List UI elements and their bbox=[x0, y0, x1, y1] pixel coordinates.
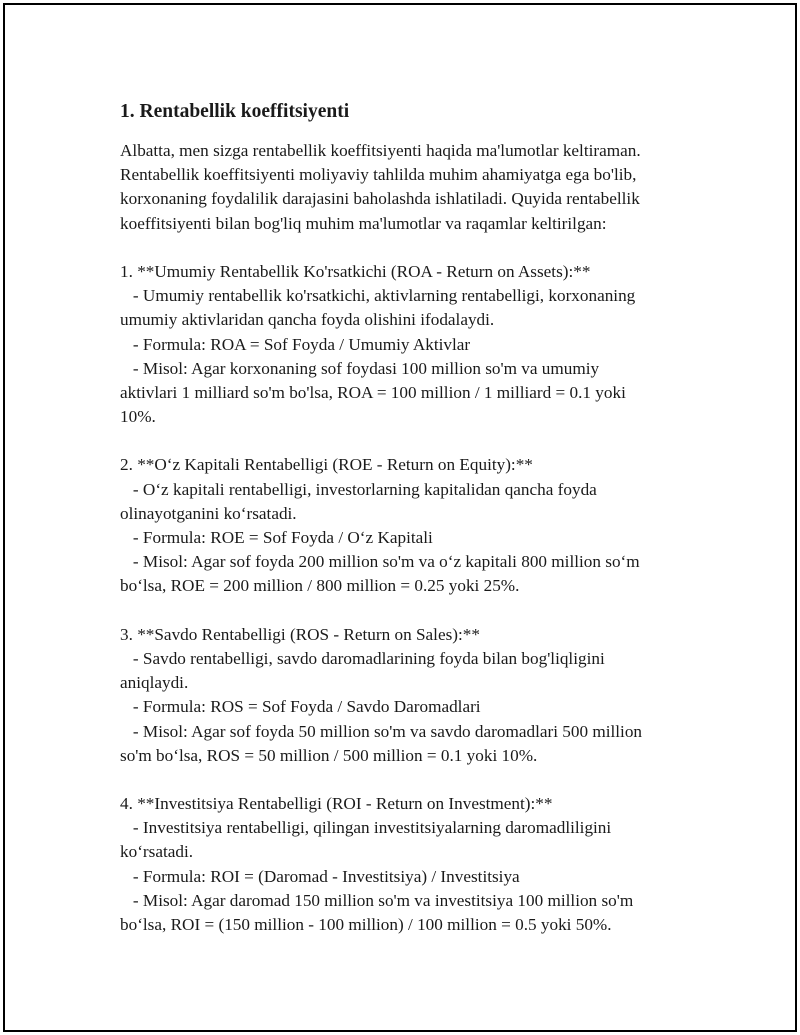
section-line: - Misol: Agar daromad 150 million so'm va investitsiya 100 million so'm bbox=[120, 890, 634, 910]
section-line: - Misol: Agar sof foyda 200 million so'm va o‘z kapitali 800 million so‘m bbox=[120, 552, 640, 572]
section-line: - O‘z kapitali rentabelligi, investorlarning kapitalidan qancha foyda bbox=[120, 479, 597, 499]
intro-line: Albatta, men sizga rentabellik koeffitsiyenti haqida ma'lumotlar keltiraman. bbox=[120, 141, 641, 160]
section-line: - Investitsiya rentabelligi, qilingan investitsiyalarning daromadliligini bbox=[120, 818, 612, 838]
section-heading: 3. **Savdo Rentabelligi (ROS - Return on Sales):** bbox=[120, 624, 480, 644]
page-frame bbox=[3, 3, 797, 1032]
paragraph-gap bbox=[120, 429, 700, 453]
section-line: - Savdo rentabelligi, savdo daromadlarining foyda bilan bog'liqligini bbox=[120, 648, 605, 668]
intro-line: koeffitsiyenti bilan bog'liq muhim ma'lumotlar va raqamlar keltirilgan: bbox=[120, 213, 607, 233]
intro-paragraph bbox=[120, 139, 700, 236]
section-line: so'm bo‘lsa, ROS = 50 million / 500 million = 0.1 yoki 10%. bbox=[120, 745, 538, 765]
section-line: - Formula: ROA = Sof Foyda / Umumiy Aktivlar bbox=[120, 334, 471, 354]
document-title: 1. Rentabellik koeffitsiyenti bbox=[120, 101, 350, 122]
section-line: - Umumiy rentabellik ko'rsatkichi, aktivlarning rentabelligi, korxonaning bbox=[120, 286, 636, 306]
section-heading: 2. **O‘z Kapitali Rentabelligi (ROE - Return on Equity):** bbox=[120, 455, 533, 475]
section-heading: 4. **Investitsiya Rentabelligi (ROI - Return on Investment):** bbox=[120, 794, 553, 814]
section-ros bbox=[120, 623, 700, 768]
section-line: aniqlaydi. bbox=[120, 673, 189, 693]
section-heading: 1. **Umumiy Rentabellik Ko'rsatkichi (ROA - Return on Assets):** bbox=[120, 261, 591, 281]
paragraph-gap bbox=[120, 768, 700, 792]
section-line: 10%. bbox=[120, 407, 156, 427]
section-line: bo‘lsa, ROE = 200 million / 800 million = 0.25 yoki 25%. bbox=[120, 576, 520, 596]
section-line: aktivlari 1 milliard so'm bo'lsa, ROA = 100 million / 1 milliard = 0.1 yoki bbox=[120, 382, 626, 402]
section-roi bbox=[120, 792, 700, 937]
section-line: ko‘rsatadi. bbox=[120, 842, 194, 862]
paragraph-gap bbox=[120, 599, 700, 623]
section-line: olinayotganini ko‘rsatadi. bbox=[120, 503, 297, 523]
section-line: - Formula: ROE = Sof Foyda / O‘z Kapitali bbox=[120, 528, 433, 547]
section-line: umumiy aktivlaridan qancha foyda olishini ifodalaydi. bbox=[120, 310, 495, 330]
intro-line: Rentabellik koeffitsiyenti moliyaviy tahlilda muhim ahamiyatga ega bo'lib, bbox=[120, 165, 637, 185]
section-line: - Formula: ROS = Sof Foyda / Savdo Daromadlari bbox=[120, 697, 481, 717]
intro-line: korxonaning foydalilik darajasini baholashda ishlatiladi. Quyida rentabellik bbox=[120, 189, 640, 209]
section-line: - Formula: ROI = (Daromad - Investitsiya) / Investitsiya bbox=[120, 866, 520, 886]
section-line: - Misol: Agar korxonaning sof foydasi 100 million so'm va umumiy bbox=[120, 358, 600, 378]
section-roa bbox=[120, 260, 700, 429]
paragraph-gap bbox=[120, 236, 700, 260]
section-line: - Misol: Agar sof foyda 50 million so'm va savdo daromadlari 500 million bbox=[120, 721, 643, 741]
section-roe bbox=[120, 453, 700, 598]
section-line: bo‘lsa, ROI = (150 million - 100 million) / 100 million = 0.5 yoki 50%. bbox=[120, 915, 612, 934]
document-body bbox=[120, 99, 700, 937]
